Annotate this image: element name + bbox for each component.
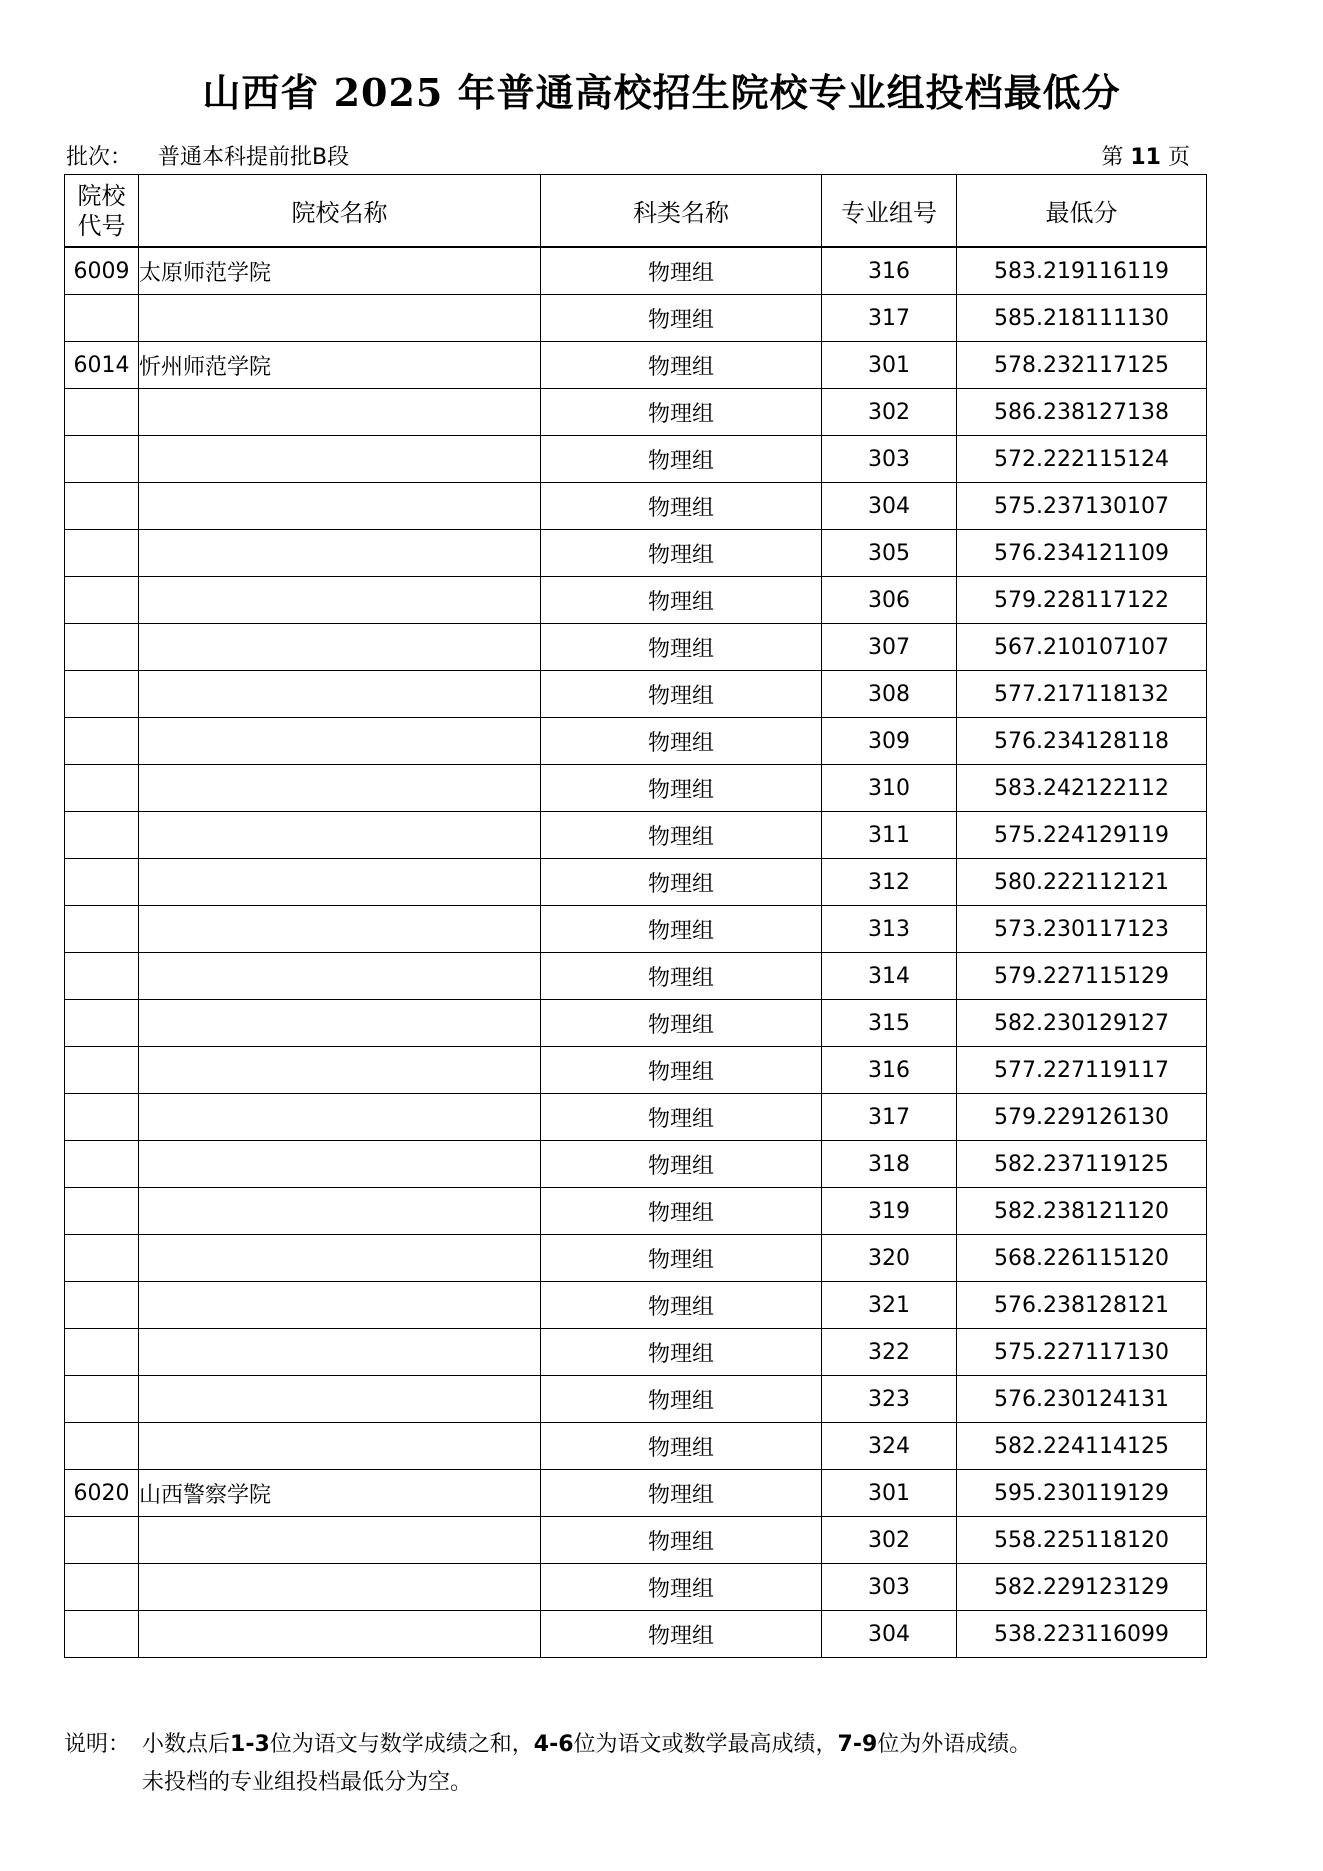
table-row xyxy=(65,389,1207,436)
cell-school-name xyxy=(139,1329,541,1376)
cell-school-name xyxy=(139,624,541,671)
table-row xyxy=(65,1188,1207,1235)
cell-group-number: 306 xyxy=(822,577,957,624)
cell-school-code xyxy=(65,577,139,624)
cell-school-code xyxy=(65,1423,139,1470)
cell-group-number: 304 xyxy=(822,1611,957,1658)
cell-group-number: 321 xyxy=(822,1282,957,1329)
page-prefix: 第 xyxy=(1101,145,1124,170)
cell-min-score: 582.224114125 xyxy=(957,1423,1207,1470)
cell-group-number: 301 xyxy=(822,342,957,389)
table-row xyxy=(65,1282,1207,1329)
cell-group-number: 319 xyxy=(822,1188,957,1235)
table-row xyxy=(65,906,1207,953)
cell-school-code xyxy=(65,1094,139,1141)
cell-school-name xyxy=(139,1611,541,1658)
cell-school-code xyxy=(65,1564,139,1611)
cell-school-code: 6009 xyxy=(65,247,139,295)
cell-min-score: 580.222112121 xyxy=(957,859,1207,906)
cell-category: 物理组 xyxy=(541,1470,822,1517)
cell-category: 物理组 xyxy=(541,1235,822,1282)
footnote-segment: 7-9 xyxy=(837,1732,878,1757)
table-row xyxy=(65,1423,1207,1470)
column-header-category: 科类名称 xyxy=(541,175,822,248)
table-row xyxy=(65,577,1207,624)
cell-group-number: 302 xyxy=(822,389,957,436)
cell-school-name xyxy=(139,671,541,718)
cell-min-score: 585.218111130 xyxy=(957,295,1207,342)
cell-school-name xyxy=(139,530,541,577)
cell-category: 物理组 xyxy=(541,953,822,1000)
cell-min-score: 572.222115124 xyxy=(957,436,1207,483)
cell-school-name: 山西警察学院 xyxy=(139,1470,541,1517)
table-row xyxy=(65,671,1207,718)
table-body xyxy=(65,247,1207,1658)
cell-min-score: 595.230119129 xyxy=(957,1470,1207,1517)
cell-min-score: 582.230129127 xyxy=(957,1000,1207,1047)
cell-school-name xyxy=(139,1047,541,1094)
cell-group-number: 308 xyxy=(822,671,957,718)
footnote-segment: 位为语文与数学成绩之和， xyxy=(269,1732,534,1757)
footnote-segment: 小数点后 xyxy=(142,1732,231,1757)
cell-group-number: 320 xyxy=(822,1235,957,1282)
table-row xyxy=(65,1047,1207,1094)
table-row xyxy=(65,342,1207,389)
column-header-score: 最低分 xyxy=(957,175,1207,248)
cell-category: 物理组 xyxy=(541,624,822,671)
cell-min-score: 583.219116119 xyxy=(957,247,1207,295)
table-row xyxy=(65,483,1207,530)
table-row xyxy=(65,953,1207,1000)
cell-min-score: 586.238127138 xyxy=(957,389,1207,436)
cell-category: 物理组 xyxy=(541,577,822,624)
cell-min-score: 577.217118132 xyxy=(957,671,1207,718)
table-row xyxy=(65,1564,1207,1611)
cell-school-name xyxy=(139,1000,541,1047)
column-header-code xyxy=(65,175,139,248)
cell-min-score: 582.237119125 xyxy=(957,1141,1207,1188)
cell-category: 物理组 xyxy=(541,718,822,765)
table-row xyxy=(65,1235,1207,1282)
table-header-row xyxy=(65,175,1207,248)
cell-group-number: 317 xyxy=(822,295,957,342)
table-row xyxy=(65,247,1207,295)
footnote-line1 xyxy=(142,1726,1031,1764)
table-row xyxy=(65,718,1207,765)
cell-group-number: 312 xyxy=(822,859,957,906)
cell-min-score: 583.242122112 xyxy=(957,765,1207,812)
cell-group-number: 303 xyxy=(822,1564,957,1611)
batch-label: 批次： xyxy=(66,145,133,170)
admission-score-table xyxy=(64,174,1207,1658)
cell-school-name xyxy=(139,1564,541,1611)
cell-school-code xyxy=(65,953,139,1000)
cell-group-number: 317 xyxy=(822,1094,957,1141)
table-row xyxy=(65,436,1207,483)
cell-group-number: 311 xyxy=(822,812,957,859)
cell-min-score: 576.234128118 xyxy=(957,718,1207,765)
page-suffix: 页 xyxy=(1167,145,1190,170)
cell-school-name xyxy=(139,765,541,812)
cell-min-score: 538.223116099 xyxy=(957,1611,1207,1658)
cell-school-code xyxy=(65,765,139,812)
cell-school-code xyxy=(65,624,139,671)
cell-group-number: 313 xyxy=(822,906,957,953)
cell-group-number: 307 xyxy=(822,624,957,671)
cell-category: 物理组 xyxy=(541,1423,822,1470)
cell-school-code xyxy=(65,436,139,483)
cell-min-score: 575.227117130 xyxy=(957,1329,1207,1376)
cell-category: 物理组 xyxy=(541,812,822,859)
cell-group-number: 304 xyxy=(822,483,957,530)
cell-min-score: 567.210107107 xyxy=(957,624,1207,671)
cell-school-name xyxy=(139,1423,541,1470)
table-row xyxy=(65,1329,1207,1376)
cell-school-code xyxy=(65,1282,139,1329)
page-number xyxy=(1101,140,1190,171)
footnote-segment: 位为语文或数学最高成绩， xyxy=(573,1732,838,1757)
cell-min-score: 579.227115129 xyxy=(957,953,1207,1000)
table-row xyxy=(65,1517,1207,1564)
batch-info-bar xyxy=(66,140,1190,172)
table-row xyxy=(65,1376,1207,1423)
cell-school-code: 6020 xyxy=(65,1470,139,1517)
cell-group-number: 318 xyxy=(822,1141,957,1188)
cell-group-number: 309 xyxy=(822,718,957,765)
table-row xyxy=(65,295,1207,342)
cell-category: 物理组 xyxy=(541,530,822,577)
cell-category: 物理组 xyxy=(541,342,822,389)
cell-school-code xyxy=(65,812,139,859)
cell-category: 物理组 xyxy=(541,1564,822,1611)
cell-category: 物理组 xyxy=(541,1188,822,1235)
cell-category: 物理组 xyxy=(541,295,822,342)
cell-min-score: 582.229123129 xyxy=(957,1564,1207,1611)
cell-school-name xyxy=(139,718,541,765)
cell-category: 物理组 xyxy=(541,1282,822,1329)
cell-category: 物理组 xyxy=(541,671,822,718)
table-row xyxy=(65,1094,1207,1141)
cell-school-name xyxy=(139,1188,541,1235)
table-row xyxy=(65,1141,1207,1188)
footnote-label: 说明： xyxy=(64,1732,131,1757)
cell-school-code xyxy=(65,1517,139,1564)
cell-category: 物理组 xyxy=(541,1000,822,1047)
table-row xyxy=(65,812,1207,859)
footnote-segment: 1-3 xyxy=(230,1732,270,1757)
column-header-code-line2: 代号 xyxy=(77,211,126,240)
cell-school-name xyxy=(139,1235,541,1282)
column-header-group: 专业组号 xyxy=(822,175,957,248)
cell-school-name xyxy=(139,953,541,1000)
cell-group-number: 310 xyxy=(822,765,957,812)
cell-category: 物理组 xyxy=(541,436,822,483)
cell-school-code xyxy=(65,1141,139,1188)
cell-group-number: 322 xyxy=(822,1329,957,1376)
cell-school-code xyxy=(65,530,139,577)
cell-school-name xyxy=(139,389,541,436)
cell-school-name xyxy=(139,859,541,906)
cell-min-score: 582.238121120 xyxy=(957,1188,1207,1235)
cell-min-score: 576.230124131 xyxy=(957,1376,1207,1423)
cell-category: 物理组 xyxy=(541,483,822,530)
table-row xyxy=(65,1000,1207,1047)
cell-category: 物理组 xyxy=(541,906,822,953)
cell-school-code xyxy=(65,671,139,718)
cell-group-number: 305 xyxy=(822,530,957,577)
cell-school-code xyxy=(65,295,139,342)
footnote-segment: 4-6 xyxy=(533,1732,574,1757)
cell-category: 物理组 xyxy=(541,1329,822,1376)
cell-category: 物理组 xyxy=(541,389,822,436)
table-row xyxy=(65,530,1207,577)
cell-school-code xyxy=(65,859,139,906)
cell-school-name xyxy=(139,1376,541,1423)
cell-school-name xyxy=(139,295,541,342)
cell-min-score: 579.229126130 xyxy=(957,1094,1207,1141)
cell-school-name: 忻州师范学院 xyxy=(139,342,541,389)
cell-school-code xyxy=(65,1000,139,1047)
cell-min-score: 568.226115120 xyxy=(957,1235,1207,1282)
cell-category: 物理组 xyxy=(541,1047,822,1094)
page-title: 山西省 2025 年普通高校招生院校专业组投档最低分 xyxy=(202,70,1121,115)
footnote-line2: 未投档的专业组投档最低分为空。 xyxy=(142,1770,473,1795)
column-header-code-line1: 院校 xyxy=(77,181,126,210)
cell-category: 物理组 xyxy=(541,1094,822,1141)
column-header-name: 院校名称 xyxy=(139,175,541,248)
cell-group-number: 314 xyxy=(822,953,957,1000)
page-number-value: 11 xyxy=(1130,145,1161,170)
cell-category: 物理组 xyxy=(541,765,822,812)
table-row xyxy=(65,1611,1207,1658)
cell-min-score: 558.225118120 xyxy=(957,1517,1207,1564)
cell-group-number: 324 xyxy=(822,1423,957,1470)
cell-group-number: 302 xyxy=(822,1517,957,1564)
cell-group-number: 301 xyxy=(822,1470,957,1517)
cell-school-code xyxy=(65,906,139,953)
cell-school-name xyxy=(139,1094,541,1141)
cell-min-score: 575.237130107 xyxy=(957,483,1207,530)
cell-group-number: 303 xyxy=(822,436,957,483)
cell-min-score: 576.238128121 xyxy=(957,1282,1207,1329)
cell-group-number: 316 xyxy=(822,247,957,295)
cell-category: 物理组 xyxy=(541,247,822,295)
cell-school-name xyxy=(139,577,541,624)
cell-min-score: 575.224129119 xyxy=(957,812,1207,859)
cell-school-code xyxy=(65,1329,139,1376)
cell-school-code: 6014 xyxy=(65,342,139,389)
cell-category: 物理组 xyxy=(541,859,822,906)
cell-category: 物理组 xyxy=(541,1517,822,1564)
cell-category: 物理组 xyxy=(541,1611,822,1658)
cell-school-code xyxy=(65,1376,139,1423)
cell-min-score: 577.227119117 xyxy=(957,1047,1207,1094)
cell-category: 物理组 xyxy=(541,1141,822,1188)
cell-school-name xyxy=(139,1141,541,1188)
cell-school-name: 太原师范学院 xyxy=(139,247,541,295)
cell-school-name xyxy=(139,1282,541,1329)
cell-school-code xyxy=(65,1047,139,1094)
cell-school-code xyxy=(65,1188,139,1235)
cell-group-number: 323 xyxy=(822,1376,957,1423)
table-row xyxy=(65,624,1207,671)
cell-min-score: 576.234121109 xyxy=(957,530,1207,577)
cell-school-code xyxy=(65,1611,139,1658)
cell-school-name xyxy=(139,483,541,530)
cell-category: 物理组 xyxy=(541,1376,822,1423)
cell-min-score: 579.228117122 xyxy=(957,577,1207,624)
cell-min-score: 573.230117123 xyxy=(957,906,1207,953)
cell-school-code xyxy=(65,389,139,436)
table-row xyxy=(65,859,1207,906)
footnote-segment: 位为外语成绩。 xyxy=(877,1732,1032,1757)
table-row xyxy=(65,765,1207,812)
cell-school-name xyxy=(139,1517,541,1564)
cell-school-name xyxy=(139,436,541,483)
cell-school-code xyxy=(65,1235,139,1282)
cell-school-code xyxy=(65,483,139,530)
table-row xyxy=(65,1470,1207,1517)
cell-school-name xyxy=(139,906,541,953)
cell-school-name xyxy=(139,812,541,859)
cell-min-score: 578.232117125 xyxy=(957,342,1207,389)
cell-group-number: 315 xyxy=(822,1000,957,1047)
cell-group-number: 316 xyxy=(822,1047,957,1094)
batch-value: 普通本科提前批B段 xyxy=(158,145,350,170)
cell-school-code xyxy=(65,718,139,765)
